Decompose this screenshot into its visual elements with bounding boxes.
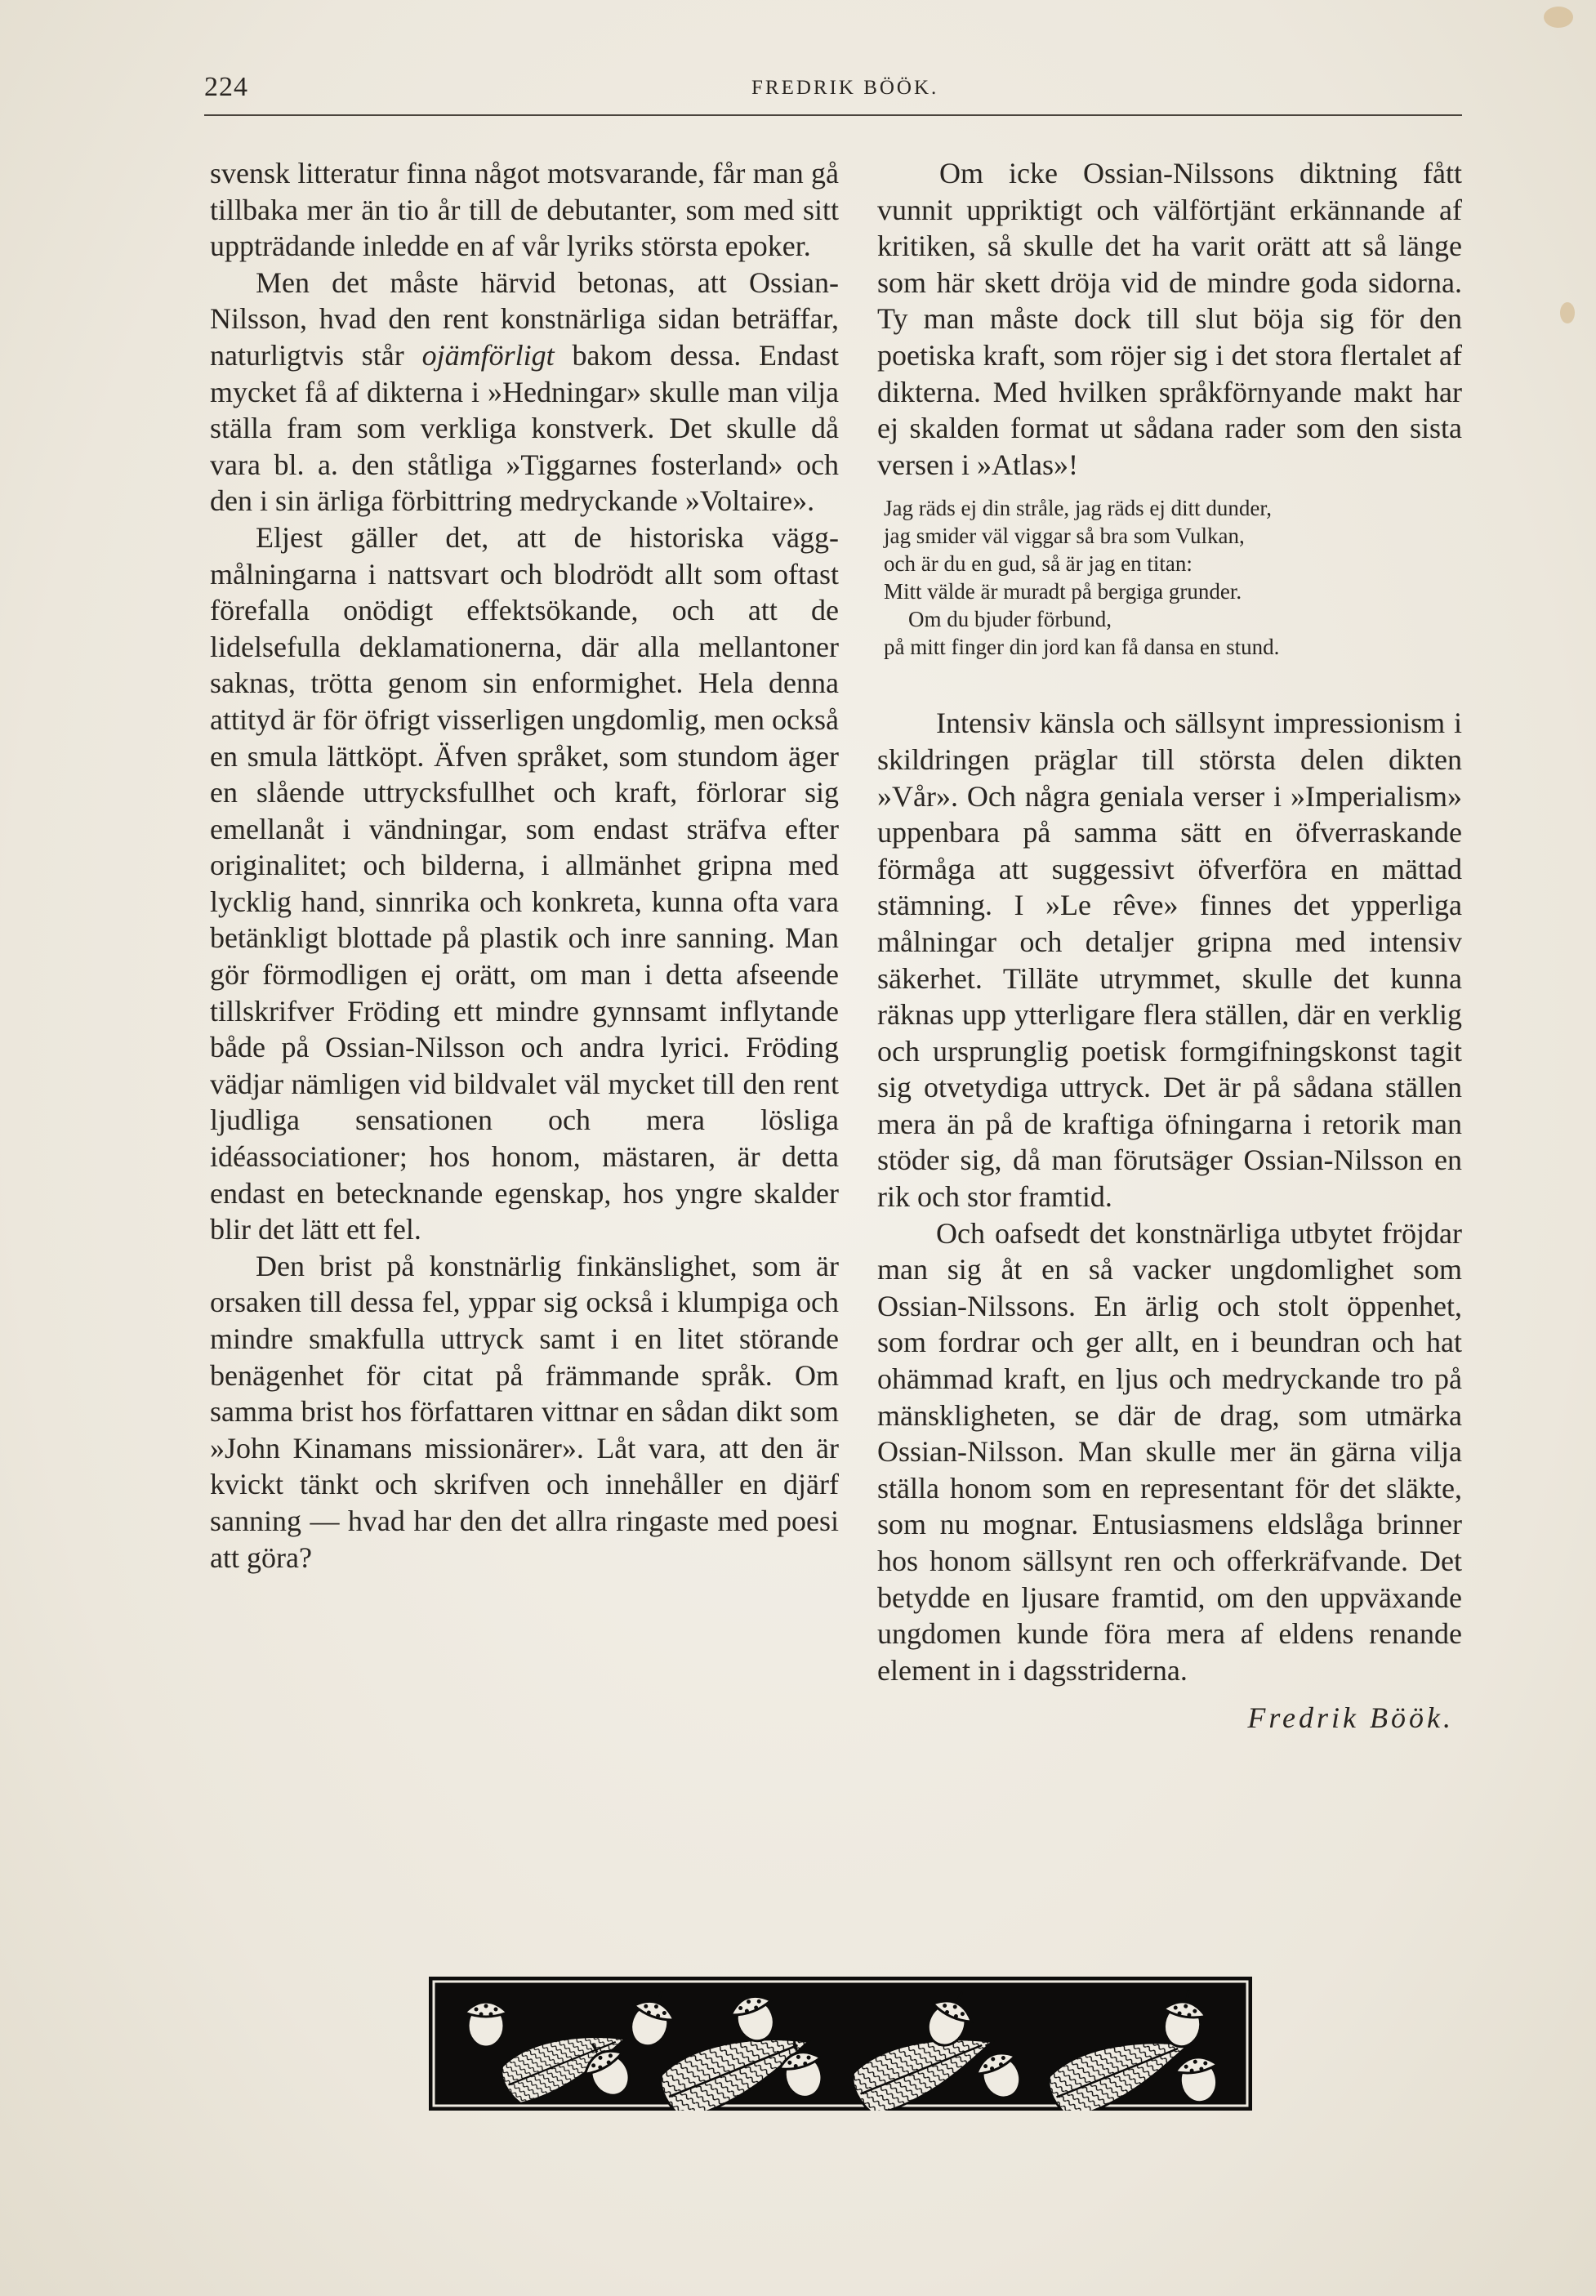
poem-line: jag smider väl viggar så bra som Vulkan,: [884, 524, 1245, 549]
paragraph: svensk litteratur finna något motsvarande, får man gå tillbaka mer än tio år till de debutanter, som med sitt uppträdande inledde en af vår lyriks största epoker.: [210, 157, 839, 263]
right-column: [877, 155, 1462, 1736]
paragraph: Den brist på konstnärlig finkänslighet, som är orsaken till dessa fel, yppar sig också i klumpiga och mindre smakfulla uttryck samt i en litet störande benägenhet för citat på främmande språk. Om samma brist hos författaren vittnar en sådan dikt som »John Kinamans missionärer». Låt vara, att den är kvickt tänkt och skrifven och innehåller en djärf sanning — hvad har den det allra ringaste med poesi att göra?: [210, 1249, 839, 1574]
paragraph: Och oafsedt det konstnärliga utbytet fröjdar man sig åt en så vacker ungdomlighet som Ossian-Nilssons. En ärlig och stolt öppenhet, som fordrar och ger allt, en i beundran och hat ohämmad kraft, en ljus och medryckande tro på mänskligheten, se där de drag, som utmärka Ossian-Nilsson. Man skulle mer än gärna vilja ställa honom som en representant för det släkte, som nu mognar. Entusiasmens eldslåga brinner hos honom sällsynt ren och offerkräfvande. Det betydde en ljusare framtid, om den uppväxande ungdomen kunde föra mera af eldens renande element in i dagsstriderna.: [877, 1216, 1462, 1687]
paragraph: Om icke Ossian-Nilssons diktning fått vunnit uppriktigt och välförtjänt erkännande af kritiken, så skulle det ha varit orätt att så länge som här skett dröja vid de mindre goda sidorna. Ty man måste dock till slut böja sig för den poetiska kraft, som röjer sig i det stora flertalet af dikterna. Med hvilken språkförnyande makt har ej skalden format ut sådana rader som den sista versen i »Atlas»!: [877, 157, 1462, 481]
poem-line: och är du en gud, så är jag en titan:: [884, 551, 1193, 577]
paragraph-text: Men det måste härvid betonas, att Ossian-Nilsson, hvad den rent konstnärliga sidan beträffar, naturligtvis står: [210, 265, 839, 372]
left-column: [210, 155, 839, 1576]
paper-stain: [1560, 302, 1575, 323]
paragraph-text: bakom dessa. Endast mycket få af dikterna i »Hedningar» skulle man vilja ställa fram som verkliga konstverk. Det skulle då vara bl. a. den ståtliga »Tiggarnes fosterland» och den i sin ärliga förbittring medryckande »Voltaire».: [210, 338, 839, 518]
page-number: 224: [204, 72, 248, 102]
poem-line: Om du bjuder förbund,: [908, 607, 1112, 632]
poem-line: Jag räds ej din stråle, jag räds ej ditt dunder,: [884, 496, 1273, 521]
poem-line: på mitt finger din jord kan få dansa en stund.: [884, 635, 1280, 660]
poem-quotation: [884, 494, 1462, 661]
running-head: FREDRIK BÖÖK.: [751, 77, 939, 99]
paragraph: [210, 265, 839, 519]
paper-stain: [1544, 7, 1573, 28]
page-header: [204, 72, 1462, 108]
poem-line: Mitt välde är muradt på bergiga grunder.: [884, 579, 1242, 604]
emphasis-word: ojämförligt: [421, 338, 555, 372]
decorative-ornament-border: [429, 1977, 1252, 2111]
paragraph: Eljest gäller det, att de historiska väggmålningarna i nattsvart och blodrödt allt som oftast förefalla onödigt effektsökande, och att de lidelsefulla deklamationerna, där alla mellantoner saknas, trötta genom sin enformighet. Hela denna attityd är för öfrigt visserligen ungdomlig, men också en smula lättköpt. Äfven språket, som stundom äger en slående uttrycksfullhet och kraft, förlorar sig emellanåt i vändningar, som endast sträfva efter originalitet; och bilderna, i allmänhet gripna med lycklig hand, sinnrika och konkreta, kunna ofta vara betänkligt blottade på plastik och inre sanning. Man gör förmodligen ej orätt, om man i detta afseende tillskrifver Fröding ett mindre gynnsamt inflytande både på Ossian-Nilsson och andra lyrici. Fröding vädjar nämligen vid bildvalet väl mycket till den rent ljudliga sensationen och mera lösliga idéassociationer; hos honom, mästaren, är detta endast en betecknande egenskap, hos yngre skalder blir det lätt ett fel.: [210, 520, 839, 1246]
author-signature: Fredrik Böök.: [1247, 1701, 1454, 1735]
header-rule: [204, 114, 1462, 116]
paragraph: Intensiv känsla och sällsynt impressionism i skildringen präglar till största delen dikten »Vår». Och några geniala verser i »Imperialism» uppenbara på samma sätt en öfverraskande förmåga att suggessivt öfverföra en mättad stämning. I »Le rêve» finnes det ypperliga målningar och detaljer gripna med intensiv säkerhet. Tilläte utrymmet, skulle det kunna räknas upp ytterligare flera ställen, där en verklig och ursprunglig poetisk formgifningskonst tagit sig otvetydiga uttryck. Det är på sådana ställen mera än på de kraftiga öfningarna i retorik man stöder sig, då man förutsäger Ossian-Nilsson en rik och stor framtid.: [877, 707, 1462, 1214]
